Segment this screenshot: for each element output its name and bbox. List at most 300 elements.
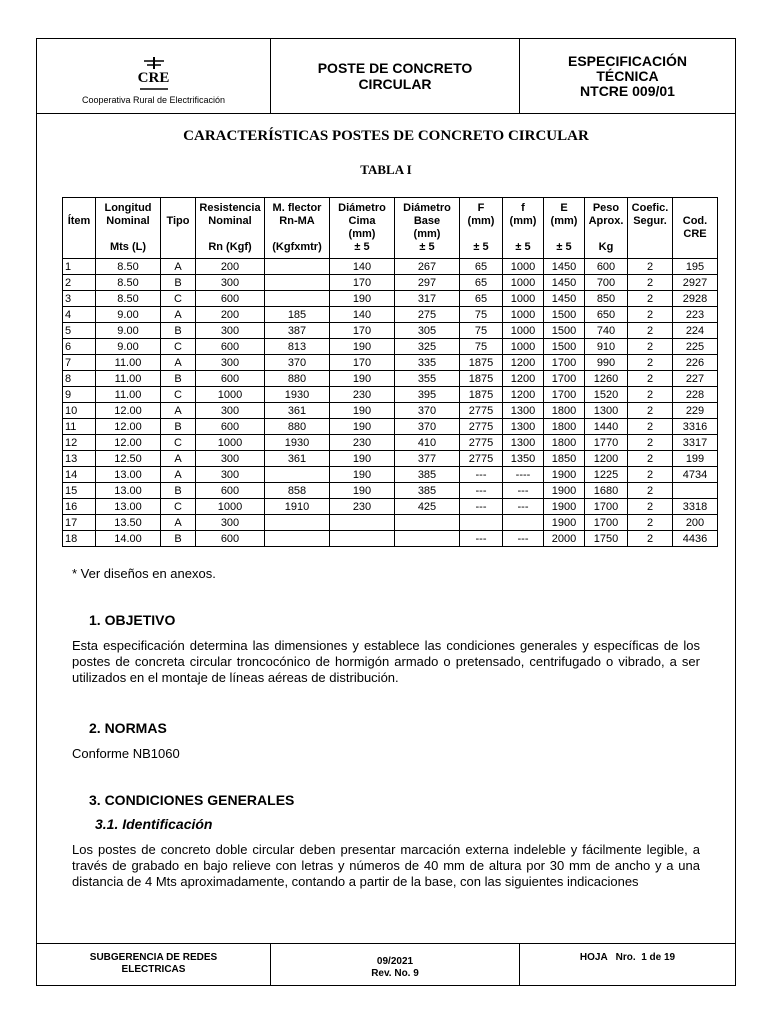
table-cell: 1	[63, 259, 96, 275]
table-row	[63, 499, 718, 515]
table-row	[63, 419, 718, 435]
column-header-line: (mm)	[413, 228, 441, 240]
table-cell: 2	[63, 275, 96, 291]
column-header-line: Resistencia	[199, 202, 261, 214]
table-cell: 1300	[585, 403, 628, 419]
table-cell: 1200	[503, 355, 544, 371]
table-cell: 880	[265, 419, 330, 435]
column-header	[330, 198, 395, 259]
spec-line-2: TÉCNICA	[596, 67, 659, 84]
column-header-line: CRE	[683, 228, 707, 240]
table-cell: 12.50	[96, 451, 161, 467]
table-cell: 395	[395, 387, 460, 403]
table-cell: B	[161, 371, 196, 387]
column-header-line: Nominal	[208, 215, 252, 227]
table-cell: 600	[196, 419, 265, 435]
column-header	[265, 198, 330, 259]
table-cell: 2928	[673, 291, 718, 307]
table-cell: 9	[63, 387, 96, 403]
table-cell: 13.00	[96, 467, 161, 483]
table-cell: 223	[673, 307, 718, 323]
column-header-line	[163, 202, 193, 215]
cooperative-name: Cooperativa Rural de Electrificación	[81, 95, 226, 105]
table-cell: 1700	[544, 387, 585, 403]
table-cell: C	[161, 339, 196, 355]
table-row	[63, 387, 718, 403]
table-cell: 75	[460, 323, 503, 339]
table-cell: A	[161, 403, 196, 419]
table-cell: 190	[330, 371, 395, 387]
table-cell: 1700	[585, 499, 628, 515]
table-cell: 3317	[673, 435, 718, 451]
table-cell: 1520	[585, 387, 628, 403]
table-cell: ---	[503, 531, 544, 547]
table-cell: 7	[63, 355, 96, 371]
table-row	[63, 403, 718, 419]
table-row	[63, 291, 718, 307]
spec-code: NTCRE 009/01	[580, 82, 675, 99]
table-cell: 200	[196, 307, 265, 323]
section-3-1-text: Los postes de concreto doble circular deben presentar marcación externa indeleble y fácilmente legible, a través de grabado en bajo relieve con letras y números de 40 mm de altura por 30 mm de ancho y a una distancia de 4 Mts aproximadamente, contando a partir de la base, con las siguientes indicaciones	[72, 842, 700, 889]
table-cell: 140	[330, 259, 395, 275]
table-row	[63, 451, 718, 467]
table-cell: 1875	[460, 387, 503, 403]
table-cell: ---	[503, 499, 544, 515]
revision-number: Rev. No. 9	[371, 968, 419, 979]
section-2-title: 2. NORMAS	[89, 720, 167, 736]
table-cell: 3316	[673, 419, 718, 435]
column-header	[63, 198, 96, 259]
table-cell: 1000	[196, 499, 265, 515]
table-cell: C	[161, 291, 196, 307]
table-cell: C	[161, 387, 196, 403]
table-cell: 4	[63, 307, 96, 323]
table-cell: 1875	[460, 371, 503, 387]
table-header	[63, 198, 718, 259]
table-cell: 305	[395, 323, 460, 339]
table-cell: B	[161, 323, 196, 339]
table-cell: 3318	[673, 499, 718, 515]
table-cell: 2	[628, 451, 673, 467]
table-cell: 1300	[503, 419, 544, 435]
table-cell: 3	[63, 291, 96, 307]
table-cell: 1700	[544, 371, 585, 387]
column-header-line	[675, 202, 715, 215]
table-cell: 1000	[196, 387, 265, 403]
table-cell: 200	[196, 259, 265, 275]
column-header	[544, 198, 585, 259]
section-3-title: 3. CONDICIONES GENERALES	[89, 792, 295, 808]
table-cell: 226	[673, 355, 718, 371]
table-cell: 14.00	[96, 531, 161, 547]
column-header	[161, 198, 196, 259]
table-cell: 75	[460, 339, 503, 355]
table-cell: 1700	[544, 355, 585, 371]
table-cell: 1930	[265, 387, 330, 403]
column-header-line	[98, 228, 158, 241]
table-cell: 1350	[503, 451, 544, 467]
column-header-line	[546, 228, 582, 241]
table-cell: 65	[460, 291, 503, 307]
column-header-line	[462, 228, 500, 241]
table-cell: 9.00	[96, 307, 161, 323]
table-cell: 190	[330, 403, 395, 419]
column-header-line: Cod.	[682, 215, 708, 227]
table-cell: ----	[503, 467, 544, 483]
spec-cell	[520, 39, 735, 113]
table-cell: 12	[63, 435, 96, 451]
table-cell	[265, 467, 330, 483]
table-cell: A	[161, 515, 196, 531]
table-cell: 1000	[503, 275, 544, 291]
column-header-line: Mts (L)	[109, 241, 147, 253]
column-header	[673, 198, 718, 259]
table-cell: 8.50	[96, 275, 161, 291]
table-cell: 6	[63, 339, 96, 355]
characteristics-table	[62, 197, 718, 547]
table-cell: 170	[330, 355, 395, 371]
table-cell: 8	[63, 371, 96, 387]
table-cell: 2	[628, 339, 673, 355]
table-cell: 190	[330, 419, 395, 435]
document-title-cell	[271, 39, 520, 113]
table-cell: 370	[395, 403, 460, 419]
table-cell: 140	[330, 307, 395, 323]
table-cell: 1850	[544, 451, 585, 467]
table-cell: 5	[63, 323, 96, 339]
table-cell: A	[161, 451, 196, 467]
table-cell: 228	[673, 387, 718, 403]
column-header-line: ± 5	[473, 241, 489, 253]
table-cell: 300	[196, 403, 265, 419]
table-cell: 1800	[544, 419, 585, 435]
column-header-line: Diámetro	[403, 202, 451, 214]
table-cell: 1900	[544, 467, 585, 483]
table-cell: ---	[460, 483, 503, 499]
column-header-line: Diámetro	[338, 202, 386, 214]
column-header-line	[163, 241, 193, 254]
column-header-line: Kg	[598, 241, 614, 253]
table-cell: 190	[330, 291, 395, 307]
table-cell: 13.50	[96, 515, 161, 531]
table-row	[63, 307, 718, 323]
table-cell: ---	[503, 483, 544, 499]
table-cell: 2	[628, 531, 673, 547]
column-header-line: Rn-MA	[279, 215, 315, 227]
table-cell: 1000	[503, 339, 544, 355]
table-cell	[673, 483, 718, 499]
column-header-line: Aprox.	[588, 215, 624, 227]
table-cell: 1260	[585, 371, 628, 387]
table-cell: 1225	[585, 467, 628, 483]
table-cell: 1500	[544, 307, 585, 323]
table-cell: 300	[196, 467, 265, 483]
table-cell: 13.00	[96, 483, 161, 499]
main-title: CARACTERÍSTICAS POSTES DE CONCRETO CIRCULAR	[183, 128, 589, 144]
document-header	[37, 39, 735, 114]
table-cell: B	[161, 275, 196, 291]
table-cell: 1800	[544, 435, 585, 451]
table-cell: C	[161, 435, 196, 451]
section-1-title: 1. OBJETIVO	[89, 612, 176, 628]
table-cell: A	[161, 259, 196, 275]
table-cell: 190	[330, 483, 395, 499]
table-cell: 2	[628, 291, 673, 307]
table-cell: 1700	[585, 515, 628, 531]
table-cell: A	[161, 307, 196, 323]
column-header-line	[163, 228, 193, 241]
table-cell: 12.00	[96, 419, 161, 435]
table-cell: 1200	[503, 371, 544, 387]
table-cell	[395, 515, 460, 531]
section-3-1-title: 3.1. Identificación	[95, 816, 213, 832]
table-cell: 11.00	[96, 355, 161, 371]
table-cell: 8.50	[96, 259, 161, 275]
column-header	[196, 198, 265, 259]
table-cell: 9.00	[96, 339, 161, 355]
table-cell: A	[161, 355, 196, 371]
spec-line-1: ESPECIFICACIÓN	[567, 52, 687, 69]
table-cell: 2	[628, 387, 673, 403]
table-cell: B	[161, 419, 196, 435]
table-cell: 880	[265, 371, 330, 387]
table-cell: A	[161, 467, 196, 483]
table-cell: 1450	[544, 259, 585, 275]
table-cell: 185	[265, 307, 330, 323]
table-cell: 2	[628, 403, 673, 419]
column-header	[628, 198, 673, 259]
table-cell: 11	[63, 419, 96, 435]
table-cell: 170	[330, 323, 395, 339]
table-cell: 10	[63, 403, 96, 419]
table-cell: 2	[628, 371, 673, 387]
section-2-text: Conforme NB1060	[72, 746, 180, 761]
table-cell: 410	[395, 435, 460, 451]
table-row	[63, 339, 718, 355]
table-cell	[265, 291, 330, 307]
column-header-line: ± 5	[354, 241, 370, 253]
footer-page-number: HOJA Nro. 1 de 19	[579, 952, 676, 963]
table-cell: 170	[330, 275, 395, 291]
table-cell: 190	[330, 339, 395, 355]
table-cell: 850	[585, 291, 628, 307]
table-row	[63, 467, 718, 483]
column-header-line: (mm)	[467, 215, 495, 227]
column-header-line: (Kgfxmtr)	[272, 241, 322, 253]
table-cell: 1200	[585, 451, 628, 467]
table-cell: 65	[460, 259, 503, 275]
table-cell	[265, 275, 330, 291]
table-cell: 4436	[673, 531, 718, 547]
table-cell: 11.00	[96, 387, 161, 403]
title-line-2: CIRCULAR	[358, 76, 432, 92]
column-header-line: ± 5	[556, 241, 572, 253]
table-cell: 2775	[460, 403, 503, 419]
table-cell: 2	[628, 275, 673, 291]
table-cell: 387	[265, 323, 330, 339]
column-header	[96, 198, 161, 259]
column-header-line: Base	[413, 215, 441, 227]
table-cell: 13.00	[96, 499, 161, 515]
table-cell: 370	[265, 355, 330, 371]
column-header-line: ± 5	[419, 241, 435, 253]
table-row	[63, 435, 718, 451]
table-cell: 300	[196, 323, 265, 339]
column-header-line: Ítem	[67, 215, 91, 227]
table-cell: ---	[460, 467, 503, 483]
table-cell: 1000	[503, 259, 544, 275]
table-row	[63, 515, 718, 531]
table-cell: 425	[395, 499, 460, 515]
table-cell: 317	[395, 291, 460, 307]
table-cell: 2000	[544, 531, 585, 547]
column-header-line	[587, 228, 625, 241]
table-row	[63, 355, 718, 371]
table-cell: 300	[196, 355, 265, 371]
table-cell: 17	[63, 515, 96, 531]
column-header-line: E	[560, 202, 568, 214]
table-cell	[265, 259, 330, 275]
table-row	[63, 259, 718, 275]
table-cell: 858	[265, 483, 330, 499]
table-cell: 1930	[265, 435, 330, 451]
table-cell: 12.00	[96, 403, 161, 419]
table-cell: 2	[628, 483, 673, 499]
column-header-line: Longitud	[104, 202, 152, 214]
table-row	[63, 371, 718, 387]
column-header-line	[630, 228, 670, 241]
table-cell	[330, 515, 395, 531]
table-cell: 1800	[544, 403, 585, 419]
table-title: TABLA I	[360, 162, 412, 177]
table-cell: 2	[628, 467, 673, 483]
table-cell: 1200	[503, 387, 544, 403]
table-cell: 200	[673, 515, 718, 531]
table-cell: 600	[196, 531, 265, 547]
table-cell: ---	[460, 499, 503, 515]
table-row	[63, 531, 718, 547]
section-1-text: Esta especificación determina las dimensiones y establece las condiciones generales y específicas de los postes de concreta circular troncocónico de hormigón armado o pretensado, centrifugado o vibrado, a ser utilizados en el montaje de líneas aéreas de distribución.	[72, 638, 700, 685]
table-cell	[460, 515, 503, 531]
table-cell: 227	[673, 371, 718, 387]
table-cell: 300	[196, 515, 265, 531]
table-cell: 230	[330, 435, 395, 451]
table-cell: 335	[395, 355, 460, 371]
table-cell: 2775	[460, 435, 503, 451]
annex-note: * Ver diseños en anexos.	[72, 566, 216, 581]
table-cell: 377	[395, 451, 460, 467]
table-cell: 190	[330, 467, 395, 483]
table-cell: 190	[330, 451, 395, 467]
column-header-line: M. flector	[272, 202, 322, 214]
column-header-line	[198, 228, 262, 241]
table-cell: 2775	[460, 419, 503, 435]
table-cell: 8.50	[96, 291, 161, 307]
table-cell: 2	[628, 355, 673, 371]
table-cell: 1000	[503, 307, 544, 323]
logo-text: CRE	[137, 70, 170, 86]
table-cell: 225	[673, 339, 718, 355]
column-header-line	[65, 241, 93, 254]
table-cell: 1450	[544, 275, 585, 291]
table-cell: 15	[63, 483, 96, 499]
table-cell: 13	[63, 451, 96, 467]
table-cell: 370	[395, 419, 460, 435]
column-header-line: Segur.	[633, 215, 667, 227]
table-cell: 12.00	[96, 435, 161, 451]
table-cell: 1300	[503, 435, 544, 451]
table-cell	[265, 515, 330, 531]
table-cell: 300	[196, 275, 265, 291]
table-cell: 2	[628, 515, 673, 531]
column-header-line: Coefic.	[631, 202, 669, 214]
table-cell: 600	[196, 483, 265, 499]
table-cell: 1450	[544, 291, 585, 307]
table-cell: 740	[585, 323, 628, 339]
table-cell: B	[161, 531, 196, 547]
column-header-line	[505, 228, 541, 241]
table-cell: 1900	[544, 515, 585, 531]
table-cell: 230	[330, 499, 395, 515]
table-cell	[503, 515, 544, 531]
footer-revision	[271, 944, 520, 986]
table-cell: 2	[628, 435, 673, 451]
table-cell: 361	[265, 403, 330, 419]
table-cell: 1440	[585, 419, 628, 435]
table-cell: 300	[196, 451, 265, 467]
column-header-line: (mm)	[348, 228, 376, 240]
table-cell: 2	[628, 307, 673, 323]
table-cell: 224	[673, 323, 718, 339]
table-cell: 1000	[503, 291, 544, 307]
column-header-line: F	[477, 202, 485, 214]
document-page	[36, 38, 736, 986]
table-cell: 229	[673, 403, 718, 419]
table-cell: 16	[63, 499, 96, 515]
table-cell: 813	[265, 339, 330, 355]
footer-department	[37, 944, 271, 986]
table-cell	[265, 531, 330, 547]
column-header-line	[65, 202, 93, 215]
column-header-line	[267, 228, 327, 241]
column-header-line: Tipo	[166, 215, 190, 227]
table-row	[63, 275, 718, 291]
table-cell: 1500	[544, 339, 585, 355]
table-cell: 2	[628, 323, 673, 339]
table-cell: 1000	[503, 323, 544, 339]
document-footer	[37, 943, 735, 986]
table-cell: 4734	[673, 467, 718, 483]
table-cell: 385	[395, 467, 460, 483]
table-cell: 195	[673, 259, 718, 275]
column-header-line	[675, 241, 715, 254]
column-header-line: Cima	[348, 215, 376, 227]
table-cell: 700	[585, 275, 628, 291]
table-cell: 2	[628, 259, 673, 275]
table-cell: 11.00	[96, 371, 161, 387]
table-row	[63, 483, 718, 499]
column-header	[395, 198, 460, 259]
dept-line-1: SUBGERENCIA DE REDES	[89, 952, 218, 963]
table-cell: 600	[196, 371, 265, 387]
table-cell: 1750	[585, 531, 628, 547]
revision-date: 09/2021	[376, 956, 414, 967]
table-cell: 910	[585, 339, 628, 355]
column-header-line: Rn (Kgf)	[208, 241, 252, 253]
logo-cell	[37, 39, 271, 113]
table-cell: 1300	[503, 403, 544, 419]
column-header-line: ± 5	[515, 241, 531, 253]
